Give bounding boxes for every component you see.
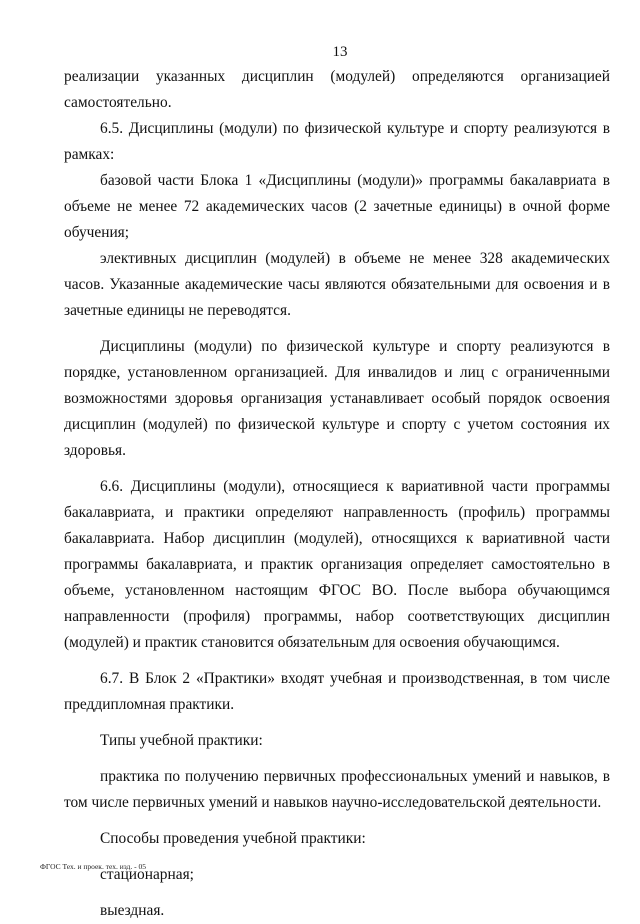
document-footer: ФГОС Тех. и проек. тех. изд. - 05 — [40, 862, 146, 871]
list-item-field: выездная. — [100, 902, 165, 919]
page-number: 13 — [332, 44, 348, 60]
document-body — [64, 64, 610, 924]
paragraph-pe-order: Дисциплины (модули) по физической культуре и спорту реализуются в порядке, установленном организацией. Для инвалидов и лиц с ограниченными возможностями здоровья организация устанавливает особый порядок освоения дисциплин (модулей) по физической культуре и спорту с учетом состояния их здоровья. — [64, 338, 610, 459]
paragraph-practice-skills: практика по получению первичных профессиональных умений и навыков, в том числе первичных умений и навыков научно-исследовательской деятельности. — [64, 768, 610, 811]
paragraph-continuation: реализации указанных дисциплин (модулей) определяются организацией самостоятельно. — [64, 68, 610, 111]
paragraph-6-5: 6.5. Дисциплины (модули) по физической культуре и спорту реализуются в рамках: — [64, 120, 610, 163]
paragraph-6-6: 6.6. Дисциплины (модули), относящиеся к вариативной части программы бакалавриата, и практики определяют направленность (профиль) программы бакалавриата. Набор дисциплин (модулей), относящихся к вариативной части программы бакалавриата, и практик организация определяет самостоятельно в объеме, установленном настоящим ФГОС ВО. После выбора обучающимся направленности (профиля) программы, набор соответствующих дисциплин (модулей) и практик становится обязательным для освоения обучающимся. — [64, 478, 610, 651]
paragraph-elective: элективных дисциплин (модулей) в объеме не менее 328 академических часов. Указанные академические часы являются обязательными для освоения и в зачетные единицы не переводятся. — [64, 250, 610, 319]
paragraph-practice-methods: Способы проведения учебной практики: — [100, 830, 366, 847]
paragraph-6-7: 6.7. В Блок 2 «Практики» входят учебная и производственная, в том числе преддипломная практики. — [64, 670, 610, 713]
list-item-stationary: стационарная; — [100, 866, 194, 883]
paragraph-practice-types: Типы учебной практики: — [100, 732, 263, 749]
paragraph-basic-part: базовой части Блока 1 «Дисциплины (модули)» программы бакалавриата в объеме не менее 72 академических часов (2 зачетные единицы) в очной форме обучения; — [64, 172, 610, 241]
